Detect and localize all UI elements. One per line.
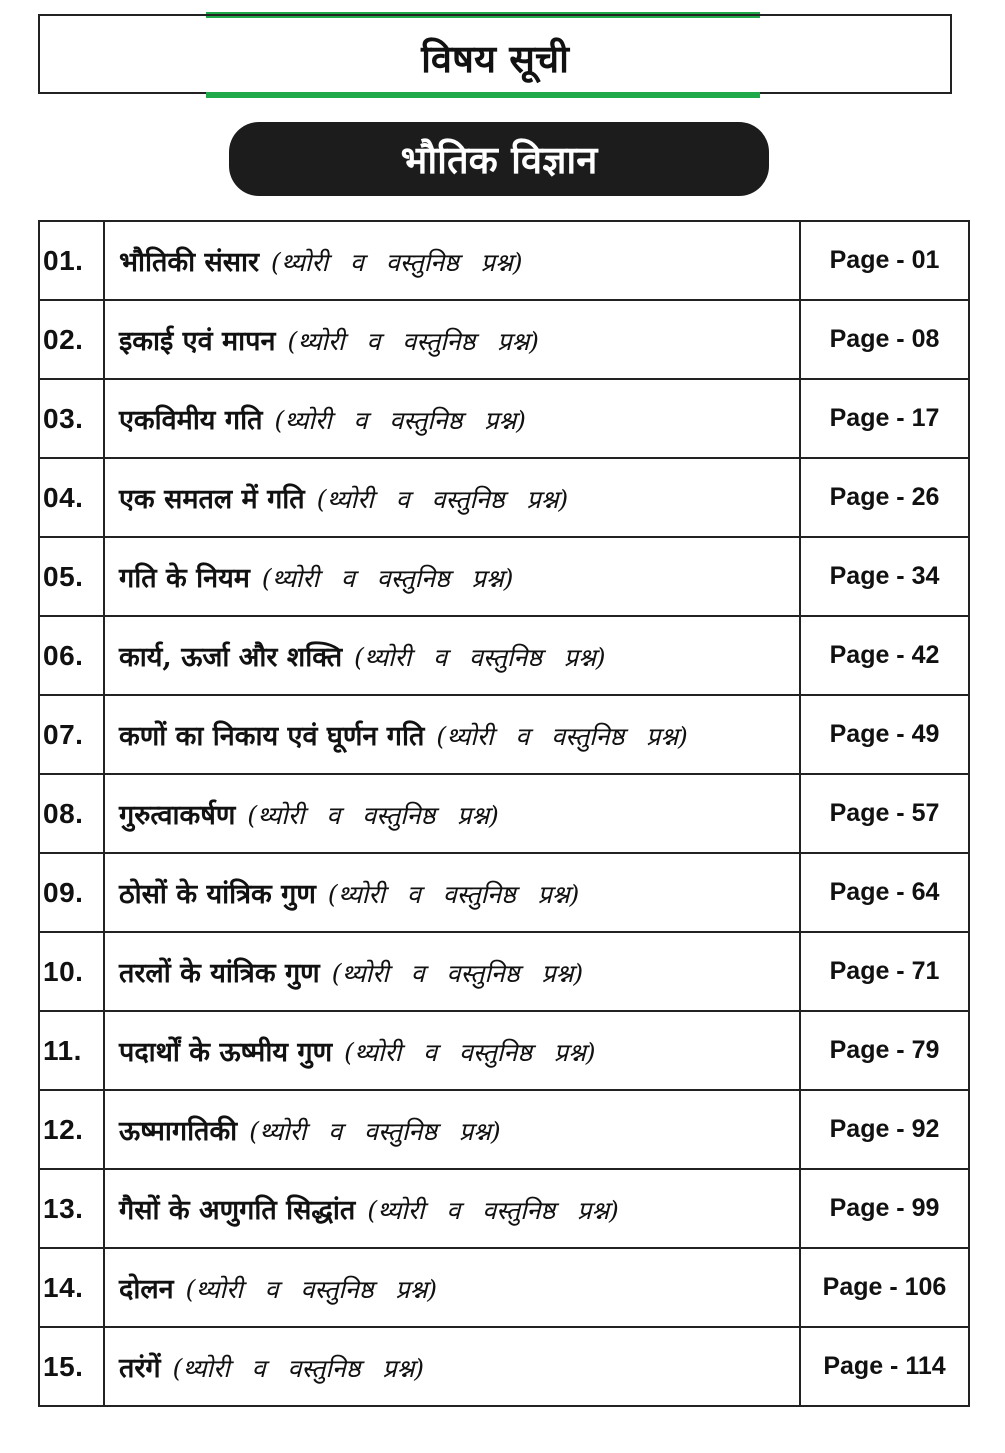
chapter-title: इकाई एवं मापन [119,326,276,357]
chapter-topic-cell[interactable] [104,932,800,1011]
chapter-note: (थ्योरी व वस्तुनिष्ठ प्रश्न) [331,959,584,988]
chapter-number: 11. [39,1011,104,1090]
chapter-title: एकविमीय गति [119,405,263,436]
chapter-note: (थ्योरी व वस्तुनिष्ठ प्रश्न) [327,880,580,909]
chapter-topic-cell[interactable] [104,221,800,300]
chapter-note: (थ्योरी व वस्तुनिष्ठ प्रश्न) [185,1275,438,1304]
table-row[interactable] [39,1248,969,1327]
chapter-number: 05. [39,537,104,616]
page-title: विषय सूची [421,36,569,81]
chapter-number: 01. [39,221,104,300]
chapter-note: (थ्योरी व वस्तुनिष्ठ प्रश्न) [247,801,499,830]
chapter-title: कार्य, ऊर्जा और शक्ति [119,642,343,673]
chapter-note: (थ्योरी व वस्तुनिष्ठ प्रश्न) [249,1117,501,1146]
chapter-page: Page - 92 [800,1090,969,1169]
chapter-number: 07. [39,695,104,774]
chapter-topic-cell[interactable] [104,1169,800,1248]
chapter-page: Page - 71 [800,932,969,1011]
chapter-note: (थ्योरी व वस्तुनिष्ठ प्रश्न) [287,327,539,356]
chapter-number: 08. [39,774,104,853]
title-box [38,14,952,94]
table-row[interactable] [39,221,969,300]
chapter-page: Page - 17 [800,379,969,458]
chapter-page: Page - 114 [800,1327,969,1406]
section-banner [229,122,769,196]
chapter-title: पदार्थों के ऊष्मीय गुण [119,1037,333,1068]
chapter-title: गुरुत्वाकर्षण [119,800,236,831]
table-row[interactable] [39,379,969,458]
chapter-topic-cell[interactable] [104,379,800,458]
chapter-title: ऊष्मागतिकी [119,1116,238,1147]
chapter-topic-cell[interactable] [104,853,800,932]
chapter-topic-cell[interactable] [104,616,800,695]
chapter-topic-cell[interactable] [104,1090,800,1169]
table-row[interactable] [39,300,969,379]
chapter-page: Page - 34 [800,537,969,616]
chapter-title: गति के नियम [119,563,250,594]
chapter-title: तरलों के यांत्रिक गुण [119,958,320,989]
contents-table [38,220,970,1407]
chapter-page: Page - 08 [800,300,969,379]
chapter-page: Page - 64 [800,853,969,932]
chapter-page: Page - 42 [800,616,969,695]
table-row[interactable] [39,1090,969,1169]
chapter-topic-cell[interactable] [104,537,800,616]
chapter-note: (थ्योरी व वस्तुनिष्ठ प्रश्न) [172,1354,425,1383]
chapter-title: कणों का निकाय एवं घूर्णन गति [119,721,425,752]
chapter-number: 12. [39,1090,104,1169]
chapter-note: (थ्योरी व वस्तुनिष्ठ प्रश्न) [274,406,526,435]
chapter-topic-cell[interactable] [104,458,800,537]
chapter-topic-cell[interactable] [104,1327,800,1406]
chapter-number: 02. [39,300,104,379]
chapter-number: 10. [39,932,104,1011]
table-row[interactable] [39,853,969,932]
chapter-note: (थ्योरी व वस्तुनिष्ठ प्रश्न) [261,564,514,593]
table-row[interactable] [39,695,969,774]
table-row[interactable] [39,616,969,695]
chapter-number: 04. [39,458,104,537]
chapter-topic-cell[interactable] [104,300,800,379]
chapter-topic-cell[interactable] [104,1011,800,1090]
table-row[interactable] [39,774,969,853]
table-row[interactable] [39,537,969,616]
chapter-number: 14. [39,1248,104,1327]
chapter-topic-cell[interactable] [104,774,800,853]
section-title: भौतिक विज्ञान [400,137,598,182]
title-bottom-rule [206,92,760,98]
chapter-note: (थ्योरी व वस्तुनिष्ठ प्रश्न) [354,643,606,672]
table-row[interactable] [39,1169,969,1248]
chapter-page: Page - 99 [800,1169,969,1248]
table-row[interactable] [39,1011,969,1090]
chapter-note: (थ्योरी व वस्तुनिष्ठ प्रश्न) [436,722,688,751]
chapter-number: 06. [39,616,104,695]
chapter-page: Page - 106 [800,1248,969,1327]
chapter-title: ठोसों के यांत्रिक गुण [119,879,316,910]
chapter-page: Page - 26 [800,458,969,537]
chapter-topic-cell[interactable] [104,1248,800,1327]
chapter-page: Page - 01 [800,221,969,300]
chapter-number: 13. [39,1169,104,1248]
table-row[interactable] [39,932,969,1011]
chapter-title: तरंगें [119,1353,161,1384]
chapter-title: एक समतल में गति [119,484,305,515]
table-row[interactable] [39,458,969,537]
chapter-note: (थ्योरी व वस्तुनिष्ठ प्रश्न) [344,1038,596,1067]
chapter-topic-cell[interactable] [104,695,800,774]
chapter-note: (थ्योरी व वस्तुनिष्ठ प्रश्न) [367,1196,619,1225]
chapter-page: Page - 79 [800,1011,969,1090]
chapter-page: Page - 49 [800,695,969,774]
chapter-number: 03. [39,379,104,458]
table-row[interactable] [39,1327,969,1406]
chapter-note: (थ्योरी व वस्तुनिष्ठ प्रश्न) [271,248,523,277]
chapter-note: (थ्योरी व वस्तुनिष्ठ प्रश्न) [316,485,569,514]
chapter-number: 15. [39,1327,104,1406]
chapter-page: Page - 57 [800,774,969,853]
chapter-title: दोलन [119,1274,174,1305]
chapter-title: गैसों के अणुगति सिद्धांत [119,1195,356,1226]
chapter-number: 09. [39,853,104,932]
chapter-title: भौतिकी संसार [119,247,260,278]
